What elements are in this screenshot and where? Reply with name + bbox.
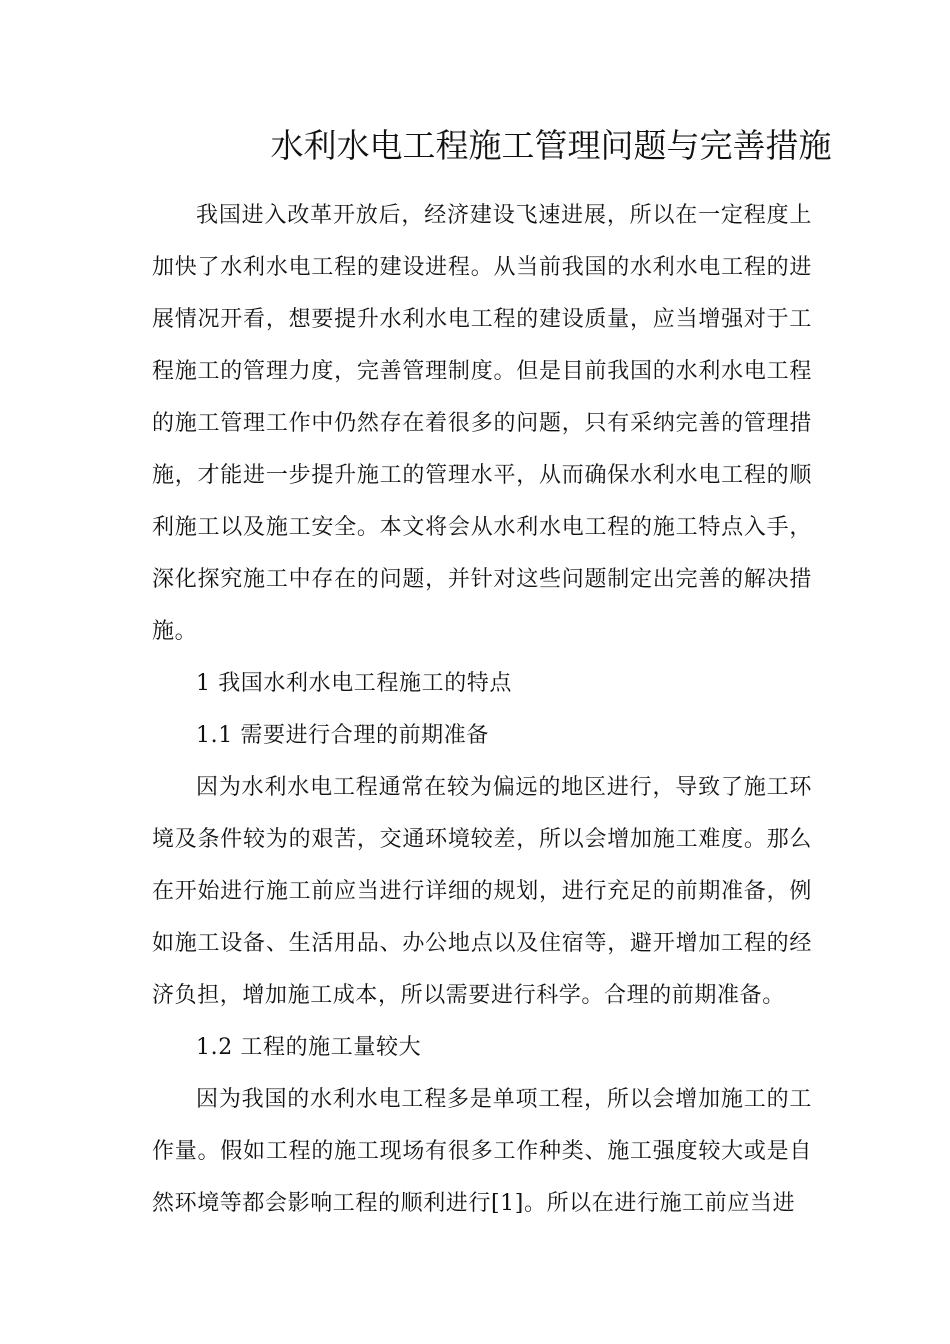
section-1-2-paragraph: 因为我国的水利水电工程多是单项工程，所以会增加施工的工作量。假如工程的施工现场有很多工作种类、施工强度较大或是自然环境等都会影响工程的顺利进行[1]。所以在进行施工前应当进 bbox=[152, 1087, 812, 1216]
document-body bbox=[152, 190, 812, 1230]
document-title: 水利水电工程施工管理问题与完善措施 bbox=[270, 126, 832, 165]
intro-paragraph: 我国进入改革开放后，经济建设飞速进展，所以在一定程度上加快了水利水电工程的建设进程。从当前我国的水利水电工程的进展情况开看，想要提升水利水电工程的建设质量，应当增强对于工程施工的管理力度，完善管理制度。但是目前我国的水利水电工程的施工管理工作中仍然存在着很多的问题，只有采纳完善的管理措施，才能进一步提升施工的管理水平，从而确保水利水电工程的顺利施工以及施工安全。本文将会从水利水电工程的施工特点入手，深化探究施工中存在的问题，并针对这些问题制定出完善的解决措施。 bbox=[152, 203, 812, 644]
section-heading-1: 1 我国水利水电工程施工的特点 bbox=[196, 671, 512, 696]
subsection-heading-1-1: 1.1 需要进行合理的前期准备 bbox=[196, 723, 489, 748]
section-1-1-paragraph: 因为水利水电工程通常在较为偏远的地区进行，导致了施工环境及条件较为的艰苦，交通环境较差，所以会增加施工难度。那么在开始进行施工前应当进行详细的规划，进行充足的前期准备，例如施工设备、生活用品、办公地点以及住宿等，避开增加工程的经济负担，增加施工成本，所以需要进行科学。合理的前期准备。 bbox=[152, 775, 812, 1008]
subsection-heading-1-2: 1.2 工程的施工量较大 bbox=[196, 1035, 422, 1060]
